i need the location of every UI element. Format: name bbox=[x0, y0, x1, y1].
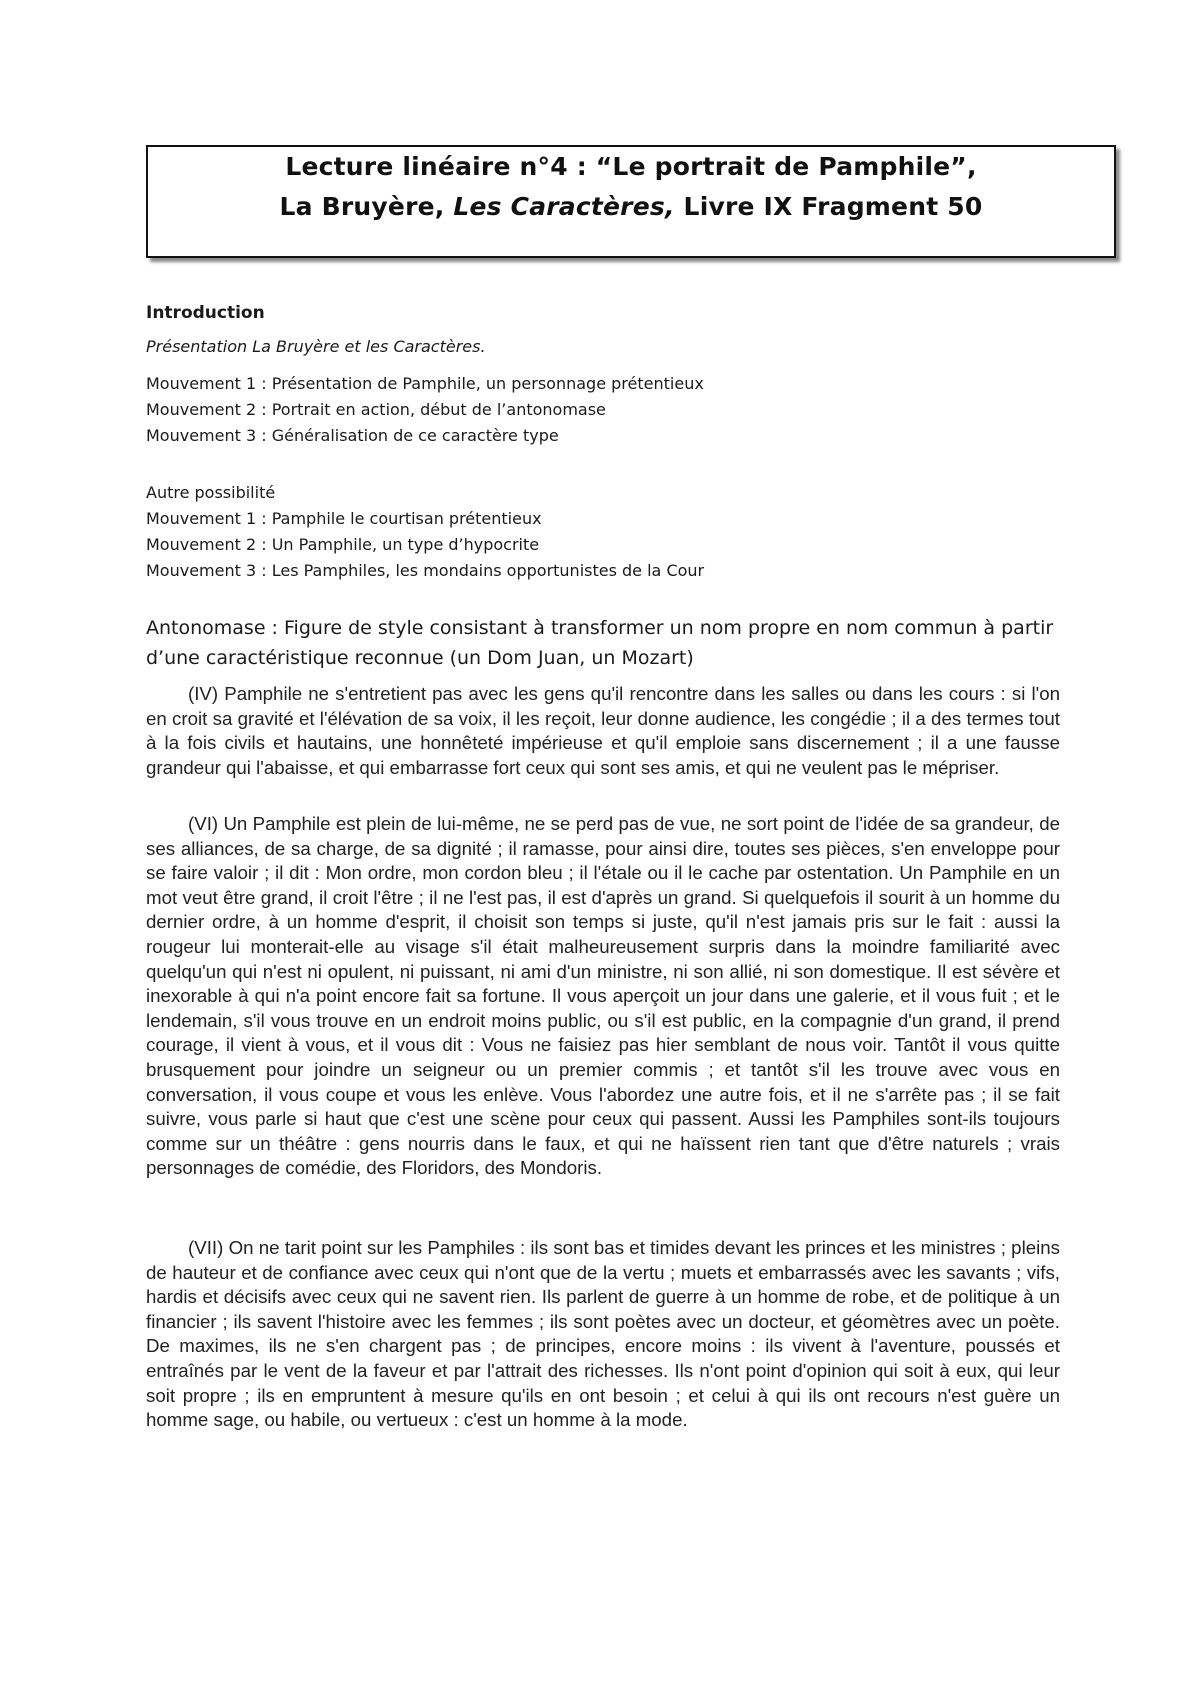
text-passage-vii: (VII) On ne tarit point sur les Pamphiles : ils sont bas et timides devant les princes et les ministres ; pleins de hauteur et de confiance avec ceux qui n'ont que de la vertu ; muets et embarrassés avec les savants ; vifs, hardis et décisifs avec ceux qui ne savent rien. Ils parlent de guerre à un homme de robe, et de politique à un financier ; ils savent l'histoire avec les femmes ; ils sont poètes avec un docteur, et géomètres avec un poète. De maximes, ils ne s'en chargent pas ; de principes, encore moins : ils vivent à l'aventure, poussés et entraînés par le vent de la faveur et par l'attrait des richesses. Ils n'ont point d'opinion qui soit à eux, qui leur soit propre ; ils en empruntent à mesure qu'ils en ont besoin ; et celui à qui ils ont recours n'est guère un homme sage, ou habile, ou vertueux : c'est un homme à la mode. bbox=[146, 1237, 1060, 1431]
document-title-line-1: Lecture linéaire n°4 : “Le portrait de Pamphile”, bbox=[285, 152, 977, 181]
text-passage-vi: (VI) Un Pamphile est plein de lui-même, ne se perd pas de vue, ne sort point de l'idée de sa grandeur, de ses alliances, de sa charge, de sa dignité ; il ramasse, pour ainsi dire, toutes ses pièces, s'en enveloppe pour se faire valoir ; il dit : Mon ordre, mon cordon bleu ; il l'étale ou il le cache par ostentation. Un Pamphile en un mot veut être grand, il croit l'être ; il ne l'est pas, il est d'après un grand. Si quelquefois il sourit à un homme du dernier ordre, à un homme d'esprit, il choisit son temps si juste, qu'il n'est jamais pris sur le fait : aussi la rougeur lui monterait-elle au visage s'il était malheureusement surpris dans la moindre familiarité avec quelqu'un qui n'est ni opulent, ni puissant, ni ami d'un ministre, ni son allié, ni son domestique. Il est sévère et inexorable à qui n'a point encore fait sa fortune. Il vous aperçoit un jour dans une galerie, et il vous fuit ; et le lendemain, s'il vous trouve en un endroit moins public, ou s'il est public, en la compagnie d'un grand, il prend courage, il vient à vous, et il vous dit : Vous ne faisiez pas hier semblant de nous voir. Tantôt il vous quitte brusquement pour joindre un seigneur ou un premier commis ; et tantôt s'il les trouve avec vous en conversation, il vous coupe et vous les enlève. Vous l'abordez une autre fois, et il ne s'arrête pas ; il se fait suivre, vous parle si haut que c'est une scène pour ceux qui passent. Aussi les Pamphiles sont-ils toujours comme sur un théâtre : gens nourris dans le faux, et qui ne haïssent rien tant que d'être naturels ; vrais personnages de comédie, des Floridors, des Mondoris. bbox=[146, 813, 1060, 1179]
alternative-movement-item: Mouvement 2 : Un Pamphile, un type d’hypocrite bbox=[146, 535, 540, 554]
title-box bbox=[146, 145, 1116, 258]
title-author: La Bruyère, bbox=[279, 192, 454, 221]
movement-list bbox=[146, 371, 704, 449]
introduction-heading: Introduction bbox=[146, 303, 265, 323]
movement-item: Mouvement 2 : Portrait en action, début de l’antonomase bbox=[146, 400, 606, 419]
definition-term: Antonomase : bbox=[146, 617, 278, 639]
text-passage-iv: (IV) Pamphile ne s'entretient pas avec les gens qu'il rencontre dans les salles ou dans les cours : si l'on en croit sa gravité et l'élévation de sa voix, il les reçoit, leur donne audience, les congédie ; il a des termes tout à la fois civils et hautains, une honnêteté impérieuse et qu'il emploie sans discernement ; il a une fausse grandeur qui l'abaisse, et qui embarrasse fort ceux qui sont ses amis, et qui ne veulent pas le mépriser. bbox=[146, 683, 1060, 778]
antonomase-definition bbox=[146, 613, 1076, 673]
title-book: Les Caractères, bbox=[453, 192, 675, 221]
introduction-presentation: Présentation La Bruyère et les Caractères. bbox=[146, 337, 486, 356]
movement-item: Mouvement 3 : Généralisation de ce caractère type bbox=[146, 426, 559, 445]
alternative-movement-item: Mouvement 1 : Pamphile le courtisan prétentieux bbox=[146, 509, 542, 528]
alternative-movement-list bbox=[146, 480, 704, 584]
movement-item: Mouvement 1 : Présentation de Pamphile, un personnage prétentieux bbox=[146, 374, 704, 393]
document-title-line-2 bbox=[148, 192, 1114, 221]
title-reference: Livre IX Fragment 50 bbox=[674, 192, 983, 221]
alternative-movement-item: Mouvement 3 : Les Pamphiles, les mondains opportunistes de la Cour bbox=[146, 561, 705, 580]
definition-text: Figure de style consistant à transformer un nom propre en nom commun à partir d’une caractéristique reconnue (un Dom Juan, un Mozart) bbox=[146, 617, 1054, 669]
alternative-heading: Autre possibilité bbox=[146, 483, 276, 502]
